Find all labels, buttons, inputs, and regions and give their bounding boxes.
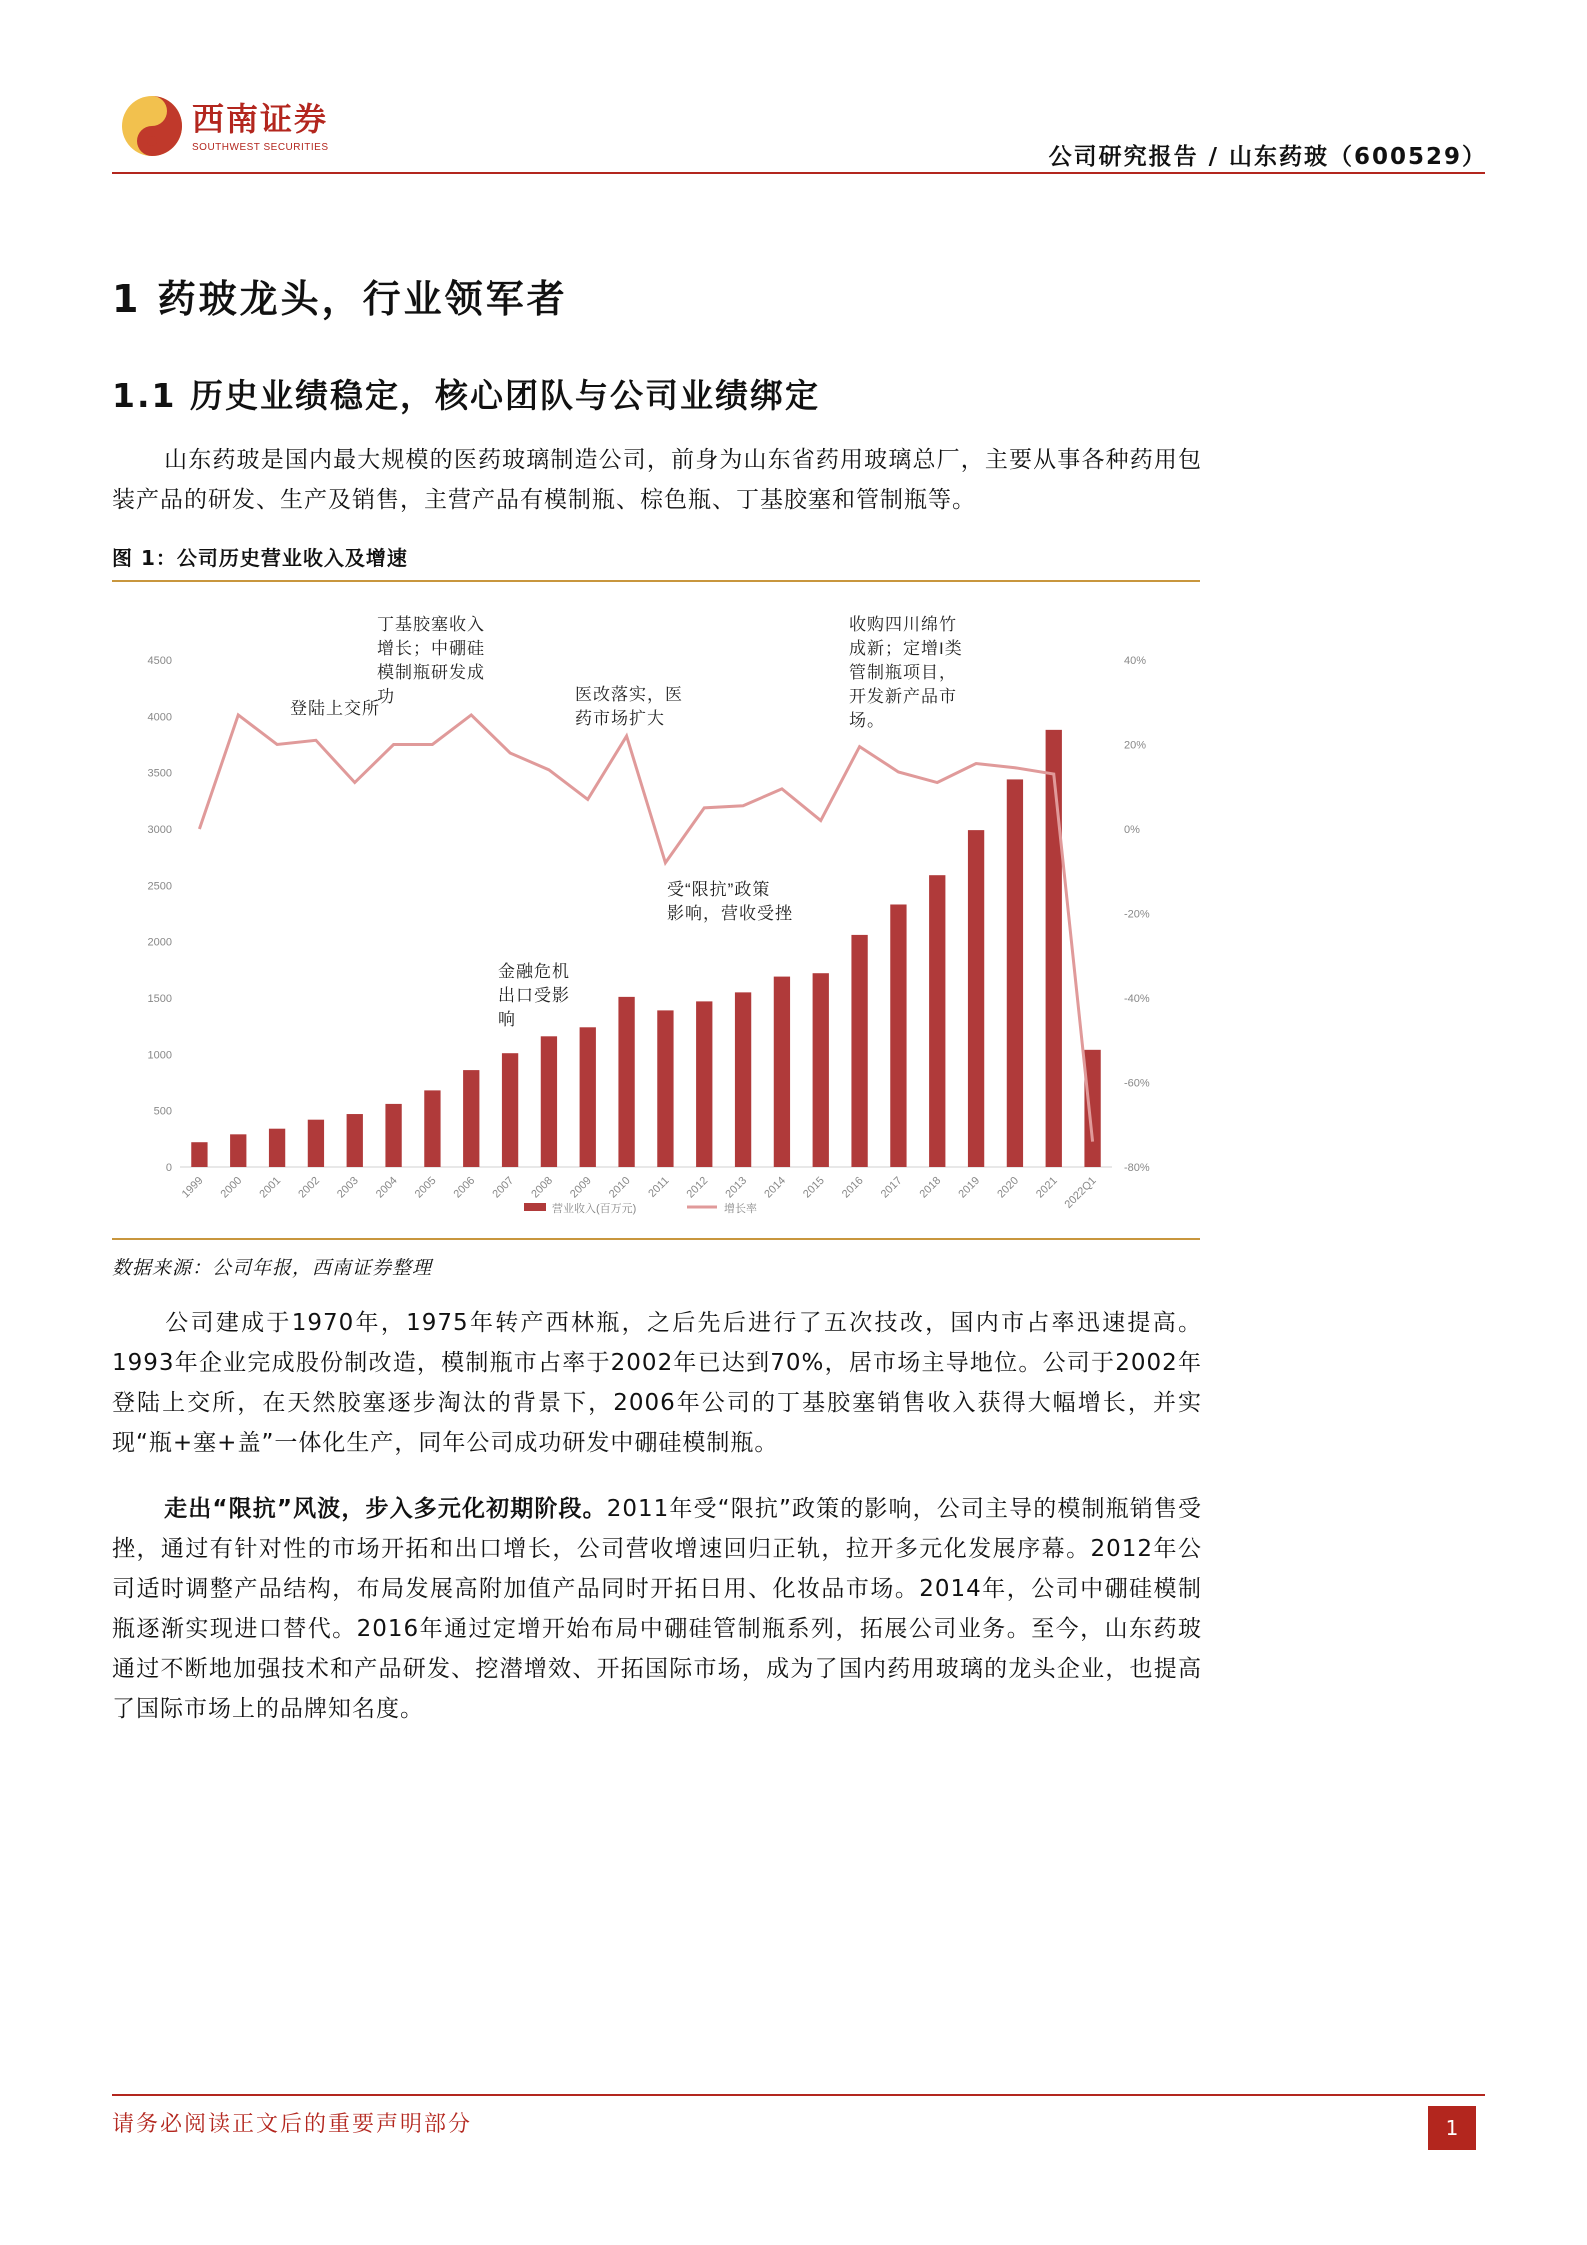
x-tick-label: 2015 [801, 1174, 827, 1201]
logo-emblem-icon [120, 94, 184, 158]
diversification-lead: 走出“限抗”风波，步入多元化初期阶段。 [164, 1496, 607, 1522]
annotation-text: 收购四川绵竹 [849, 615, 957, 634]
revenue-growth-chart [112, 590, 1200, 1230]
revenue-bar [618, 997, 634, 1167]
annotation-text: 医改落实，医 [575, 685, 683, 704]
figure-bottom-rule [112, 1238, 1200, 1240]
annotation-text: 成新；定增I类 [849, 639, 963, 658]
annotation-text: 影响，营收受挫 [667, 904, 793, 923]
x-tick-label: 2010 [606, 1174, 633, 1201]
x-tick-label: 2019 [956, 1174, 983, 1201]
legend-line-label: 增长率 [724, 1203, 757, 1215]
x-tick-label: 2011 [646, 1174, 672, 1200]
revenue-bar [385, 1104, 401, 1167]
revenue-bar [1084, 1050, 1100, 1167]
revenue-bar [968, 830, 984, 1167]
right-tick-label: -20% [1124, 908, 1150, 921]
revenue-bar [774, 977, 790, 1167]
legend-bar-label: 营业收入(百万元) [552, 1203, 637, 1215]
revenue-bar [269, 1129, 285, 1167]
left-tick-label: 4000 [147, 711, 172, 724]
annotation-text: 模制瓶研发成 [377, 663, 485, 682]
figure-source: 数据来源：公司年报，西南证券整理 [112, 1257, 433, 1279]
annotation-text: 功 [377, 687, 395, 706]
revenue-bar [657, 1010, 673, 1167]
revenue-bar [308, 1120, 324, 1167]
left-tick-label: 2000 [147, 936, 172, 949]
left-tick-label: 2500 [147, 880, 172, 893]
logo-cn-text: 西南证券 [192, 100, 329, 138]
right-tick-label: -40% [1124, 993, 1150, 1005]
annotation-text: 金融危机 [498, 962, 570, 981]
left-tick-label: 4500 [147, 655, 172, 667]
x-tick-label: 2000 [218, 1174, 245, 1201]
left-tick-label: 500 [153, 1105, 172, 1118]
x-tick-label: 2016 [839, 1174, 866, 1201]
annotation-text: 丁基胶塞收入 [377, 615, 485, 634]
figure-top-rule [112, 580, 1200, 582]
x-tick-label: 2002 [296, 1174, 323, 1201]
left-tick-label: 1500 [147, 993, 172, 1005]
x-tick-label: 2003 [335, 1174, 361, 1201]
annotation-text: 增长；中硼硅 [377, 639, 485, 658]
left-tick-label: 3500 [147, 767, 172, 780]
x-tick-label: 2014 [762, 1174, 789, 1201]
annotation-text: 开发新产品市 [849, 687, 957, 706]
right-tick-label: 20% [1124, 739, 1147, 752]
x-tick-label: 2017 [878, 1174, 905, 1201]
revenue-bar [929, 875, 945, 1167]
x-tick-label: 2005 [412, 1174, 439, 1201]
disclaimer-notice: 请务必阅读正文后的重要声明部分 [112, 2112, 473, 2137]
x-tick-label: 2021 [1034, 1174, 1060, 1201]
figure-title: 图 1：公司历史营业收入及增速 [112, 546, 408, 570]
revenue-bar [502, 1053, 518, 1167]
x-tick-label: 2007 [490, 1174, 517, 1201]
left-tick-label: 0 [165, 1162, 172, 1174]
revenue-bar [1046, 730, 1062, 1167]
left-tick-label: 3000 [147, 824, 172, 836]
x-tick-label: 2001 [257, 1174, 284, 1201]
annotation-text: 管制瓶项目， [849, 663, 957, 682]
x-tick-label: 1999 [179, 1174, 206, 1201]
annotation-text: 场。 [849, 711, 885, 730]
right-tick-label: -60% [1124, 1077, 1150, 1090]
revenue-bar [541, 1036, 557, 1167]
annotation-text: 登陆上交所 [290, 699, 380, 718]
annotation-text: 受“限抗”政策 [667, 880, 771, 899]
legend-bar-swatch [524, 1203, 546, 1211]
annotation-text: 响 [498, 1010, 516, 1029]
x-tick-label: 2018 [917, 1174, 944, 1201]
revenue-bar [463, 1070, 479, 1167]
footer-divider [112, 2094, 1485, 2096]
x-tick-label: 2022Q1 [1062, 1174, 1099, 1211]
left-tick-label: 1000 [147, 1049, 172, 1062]
right-tick-label: 0% [1124, 824, 1140, 836]
annotation-text: 药市场扩大 [575, 709, 665, 728]
revenue-bar [230, 1134, 246, 1167]
page-number: 1 [1428, 2106, 1476, 2150]
annotation-text: 出口受影 [498, 986, 570, 1005]
x-tick-label: 2004 [373, 1174, 400, 1201]
x-tick-label: 2013 [723, 1174, 750, 1201]
company-logo [120, 92, 340, 162]
revenue-bar [580, 1027, 596, 1167]
revenue-bar [851, 935, 867, 1167]
right-tick-label: 40% [1124, 655, 1147, 667]
x-tick-label: 2012 [684, 1174, 711, 1201]
report-header-title: 公司研究报告 / 山东药玻（600529） [1048, 144, 1487, 170]
revenue-bar [191, 1142, 207, 1167]
logo-en-text: SOUTHWEST SECURITIES [192, 142, 329, 153]
section-heading: 1 药玻龙头，行业领军者 [112, 277, 568, 321]
x-tick-label: 2006 [451, 1174, 478, 1201]
x-tick-label: 2009 [568, 1174, 594, 1201]
revenue-bar [347, 1114, 363, 1167]
history-paragraph [112, 1303, 1202, 1463]
revenue-bar [735, 992, 751, 1167]
intro-text: 山东药玻是国内最大规模的医药玻璃制造公司，前身为山东省药用玻璃总厂，主要从事各种药用包装产品的研发、生产及销售，主营产品有模制瓶、棕色瓶、丁基胶塞和管制瓶等。 [112, 447, 1202, 513]
x-tick-label: 2008 [529, 1174, 556, 1201]
x-tick-label: 2020 [995, 1174, 1022, 1201]
revenue-bar [424, 1090, 440, 1167]
diversification-text: 2011年受“限抗”政策的影响，公司主导的模制瓶销售受挫，通过有针对性的市场开拓和出口增长，公司营收增速回归正轨，拉开多元化发展序幕。2012年公司适时调整产品结构，布局发展高附加值产品同时开拓日用、化妆品市场。2014年，公司中硼硅模制瓶逐渐实现进口替代。2016年通过定增开始布局中硼硅管制瓶系列，拓展公司业务。至今，山东药玻通过不断地加强技术和产品研发、挖潜增效、开拓国际市场，成为了国内药用玻璃的龙头企业，也提高了国际市场上的品牌知名度。 [112, 1496, 1202, 1722]
right-tick-label: -80% [1124, 1162, 1150, 1174]
revenue-bar [890, 904, 906, 1167]
history-text: 公司建成于1970年，1975年转产西林瓶，之后先后进行了五次技改，国内市占率迅速提高。1993年企业完成股份制改造，模制瓶市占率于2002年已达到70%，居市场主导地位。公司于2002年登陆上交所，在天然胶塞逐步淘汰的背景下，2006年公司的丁基胶塞销售收入获得大幅增长，并实现“瓶+塞+盖”一体化生产，同年公司成功研发中硼硅模制瓶。 [112, 1310, 1202, 1456]
revenue-bar [696, 1001, 712, 1167]
diversification-paragraph [112, 1489, 1202, 1729]
header-divider [112, 172, 1485, 174]
subsection-heading: 1.1 历史业绩稳定，核心团队与公司业绩绑定 [112, 376, 820, 415]
revenue-bar [1007, 779, 1023, 1167]
intro-paragraph [112, 440, 1202, 520]
revenue-bar [813, 973, 829, 1167]
